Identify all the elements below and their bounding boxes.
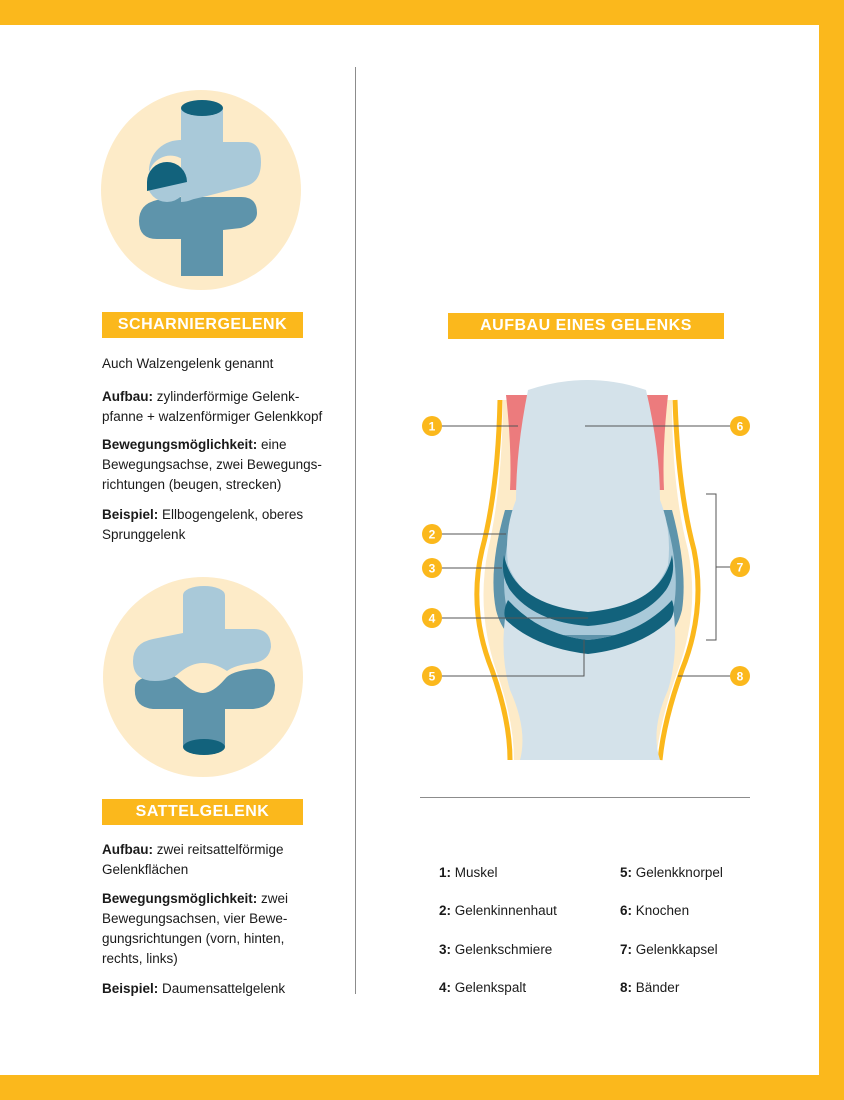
legend-item-8	[620, 980, 679, 995]
legend-item-7	[620, 942, 718, 957]
hinge-bewegung-line1: eine	[261, 437, 287, 452]
legend-text: Gelenkspalt	[454, 980, 527, 995]
saddle-bewegung	[102, 889, 342, 969]
badge-2: 2	[428, 527, 436, 542]
joint-structure-title: AUFBAU EINES GELENKS	[448, 313, 724, 339]
hinge-bewegung-line2: Bewegungsachse, zwei Bewegungs-	[102, 457, 322, 472]
hinge-aufbau-line2: pfanne + walzenförmiger Gelenkkopf	[102, 409, 323, 424]
saddle-bewegung-line2: Bewegungsachsen, vier Bewe-	[102, 911, 288, 926]
saddle-bewegung-line4: rechts, links)	[102, 951, 178, 966]
legend-item-4	[439, 980, 526, 995]
hinge-subtitle: Auch Walzengelenk genannt	[102, 356, 274, 371]
legend-text: Bänder	[635, 980, 680, 995]
badge-4: 4	[428, 611, 436, 626]
legend-num: 7:	[620, 942, 633, 957]
legend-num: 8:	[620, 980, 633, 995]
legend-divider	[420, 797, 750, 798]
badge-8: 8	[736, 669, 744, 684]
legend-num: 2:	[439, 903, 452, 918]
hinge-aufbau-key: Aufbau:	[102, 389, 153, 404]
hinge-beispiel	[102, 505, 342, 545]
legend-item-2	[439, 903, 557, 918]
legend-text: Knochen	[635, 903, 690, 918]
saddle-beispiel-line1: Daumensattelgelenk	[162, 981, 286, 996]
badge-6: 6	[736, 419, 744, 434]
hinge-joint-illustration	[101, 90, 301, 290]
legend-num: 1:	[439, 865, 452, 880]
badge-5: 5	[428, 669, 436, 684]
saddle-aufbau	[102, 840, 342, 880]
legend-text: Gelenkschmiere	[454, 942, 553, 957]
hinge-beispiel-key: Beispiel:	[102, 507, 159, 522]
legend-num: 4:	[439, 980, 452, 995]
saddle-joint-label: SATTELGELENK	[102, 799, 303, 825]
legend-text: Gelenkknorpel	[635, 865, 723, 880]
saddle-aufbau-line2: Gelenkflächen	[102, 862, 189, 877]
legend-item-3	[439, 942, 552, 957]
hinge-aufbau	[102, 387, 342, 427]
hinge-bewegung-line3: richtungen (beugen, strecken)	[102, 477, 282, 492]
badge-1: 1	[428, 419, 436, 434]
legend-text: Gelenkinnenhaut	[454, 903, 557, 918]
legend-item-6	[620, 903, 689, 918]
saddle-beispiel-key: Beispiel:	[102, 981, 159, 996]
saddle-aufbau-key: Aufbau:	[102, 842, 153, 857]
hinge-joint-label: SCHARNIERGELENK	[102, 312, 303, 338]
badge-3: 3	[428, 561, 436, 576]
legend-num: 3:	[439, 942, 452, 957]
legend-num: 5:	[620, 865, 633, 880]
joint-structure-diagram	[410, 350, 760, 770]
hinge-bewegung	[102, 435, 342, 495]
hinge-bewegung-key: Bewegungsmöglichkeit:	[102, 437, 258, 452]
badge-7: 7	[736, 560, 744, 575]
saddle-bewegung-line1: zwei	[261, 891, 289, 906]
legend-item-1	[439, 865, 498, 880]
legend-item-5	[620, 865, 723, 880]
saddle-aufbau-line1: zwei reitsattelförmige	[156, 842, 284, 857]
hinge-aufbau-line1: zylinderförmige Gelenk-	[156, 389, 300, 404]
saddle-joint-illustration	[103, 577, 303, 777]
saddle-bewegung-key: Bewegungsmöglichkeit:	[102, 891, 258, 906]
legend-text: Muskel	[454, 865, 498, 880]
vertical-divider	[355, 67, 356, 994]
hinge-beispiel-line2: Sprunggelenk	[102, 527, 186, 542]
legend-text: Gelenkkapsel	[635, 942, 718, 957]
legend-num: 6:	[620, 903, 633, 918]
saddle-bewegung-line3: gungsrichtungen (vorn, hinten,	[102, 931, 285, 946]
saddle-beispiel	[102, 979, 342, 999]
hinge-beispiel-line1: Ellbogengelenk, oberes	[162, 507, 304, 522]
